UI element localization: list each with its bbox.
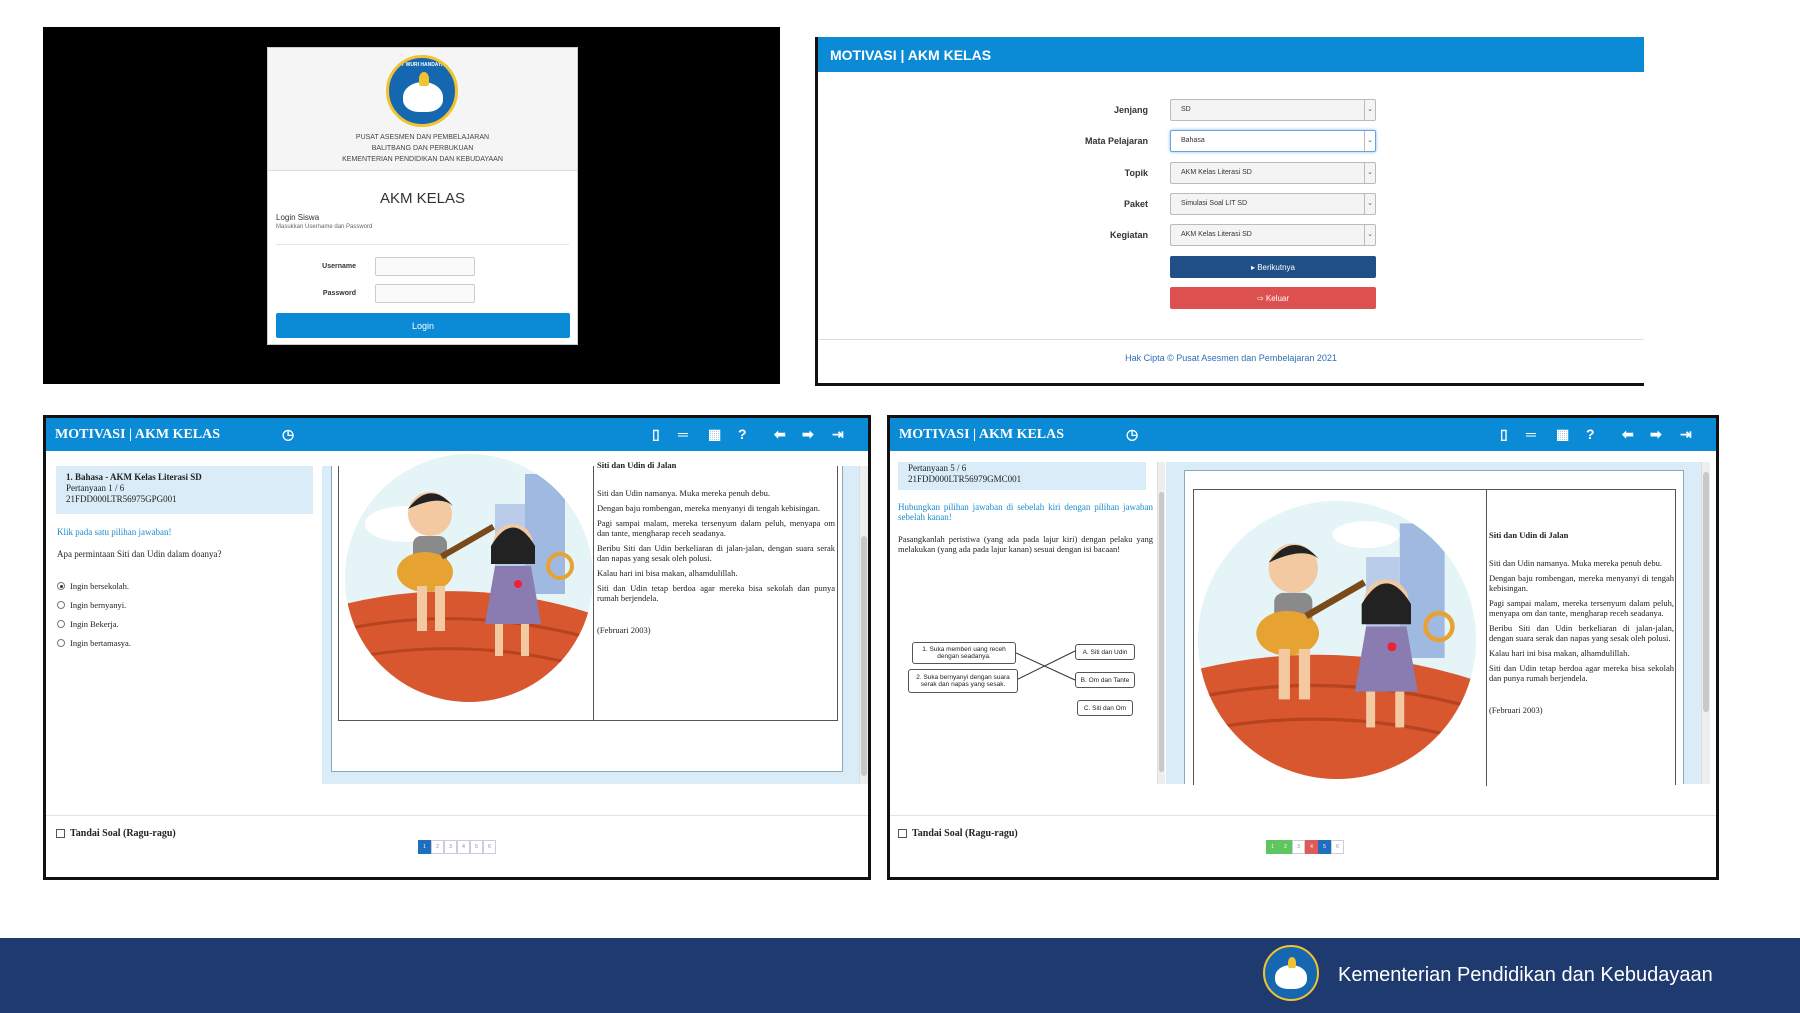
header-title: MOTIVASI | AKM KELAS — [830, 47, 992, 63]
topik-label: Topik — [1124, 168, 1148, 178]
arrow-left-icon[interactable]: ⬅ — [1622, 426, 1634, 442]
help-icon[interactable]: ? — [738, 426, 747, 442]
reading-pane — [1166, 462, 1701, 784]
page-button-1[interactable]: 1 — [1266, 840, 1279, 854]
timer-icon[interactable]: ◷ — [1126, 426, 1139, 442]
question-info — [56, 466, 313, 514]
next-button[interactable]: ▸ Berikutnya — [1170, 256, 1376, 278]
story-line: Beribu Siti dan Udin berkeliaran di jalan-jalan, dengan suara serak dan napas yang sesak oleh polusi. — [1489, 623, 1674, 643]
institution-line-2: BALITBANG DAN PERBUKUAN — [371, 145, 474, 152]
paket-label: Paket — [1123, 199, 1148, 209]
question-info — [898, 462, 1146, 490]
calculator-icon[interactable]: ▦ — [1556, 426, 1570, 442]
story-line: Siti dan Udin namanya. Muka mereka penuh debu. — [1489, 558, 1663, 568]
institution-line-3: KEMENTERIAN PENDIDIKAN DAN KEBUDAYAAN — [342, 156, 503, 163]
login-card — [267, 47, 578, 345]
exam-header-bar — [890, 418, 1716, 451]
question-number: Pertanyaan 1 / 6 — [66, 483, 125, 493]
chevron-down-icon: ⌄ — [1364, 131, 1375, 151]
question-pager — [1266, 840, 1344, 854]
story-table — [338, 460, 838, 721]
children-singing-illustration — [345, 454, 593, 702]
font-size-icon[interactable]: ▯ — [652, 426, 660, 442]
reading-frame — [1184, 470, 1684, 784]
mata-pelajaran-label: Mata Pelajaran — [1084, 136, 1148, 146]
story-line: Siti dan Udin namanya. Muka mereka penuh debu. — [597, 488, 771, 498]
reading-scrollbar[interactable] — [859, 466, 868, 784]
story-date: (Februari 2003) — [597, 625, 651, 635]
username-input[interactable] — [375, 257, 475, 276]
login-button[interactable]: Login — [276, 313, 570, 338]
question-number: Pertanyaan 5 / 6 — [908, 463, 967, 473]
logout-icon[interactable]: ⇥ — [1680, 426, 1692, 442]
story-line: Kalau hari ini bisa makan, alhamdulillah. — [597, 568, 738, 578]
story-line: Dengan baju rombengan, mereka menyanyi di tengah kebisingan. — [597, 503, 821, 513]
arrow-right-icon[interactable]: ➡ — [802, 426, 814, 442]
page-button-3[interactable]: 3 — [444, 840, 457, 854]
kegiatan-select[interactable]: AKM Kelas Literasi SD ⌄ — [1170, 224, 1376, 246]
copyright-text: Hak Cipta © Pusat Asesmen dan Pembelajaran 2021 — [1125, 353, 1337, 363]
exam-title: MOTIVASI | AKM KELAS — [55, 427, 221, 442]
page-button-3[interactable]: 3 — [1292, 840, 1305, 854]
checkbox-icon — [898, 829, 907, 838]
question-pager — [418, 840, 496, 854]
story-text — [1489, 530, 1674, 720]
story-line: Kalau hari ini bisa makan, alhamdulillah. — [1489, 648, 1630, 658]
page-button-5[interactable]: 5 — [1318, 840, 1331, 854]
question-code: 21FDD000LTR56979GMC001 — [908, 474, 1022, 484]
login-header — [268, 48, 577, 171]
question-scrollbar[interactable] — [1157, 462, 1165, 784]
calculator-icon[interactable]: ▦ — [708, 426, 722, 442]
divider — [276, 244, 569, 245]
story-line: Siti dan Udin tetap berdoa agar mereka bisa sekolah dan punya rumah berjendela. — [597, 583, 835, 603]
page-button-4[interactable]: 4 — [457, 840, 470, 854]
exam-screenshot-multiple-choice — [43, 415, 871, 880]
radio-selected-icon — [57, 582, 65, 590]
line-icon[interactable]: ═ — [678, 426, 688, 442]
username-label: Username — [322, 263, 356, 270]
app-title: AKM KELAS — [379, 190, 466, 207]
story-title: Siti dan Udin di Jalan — [1489, 530, 1569, 540]
ministry-name: Kementerian Pendidikan dan Kebudayaan — [1338, 964, 1713, 986]
page-button-1[interactable]: 1 — [418, 840, 431, 854]
kegiatan-label: Kegiatan — [1109, 230, 1148, 240]
logout-icon[interactable]: ⇥ — [832, 426, 844, 442]
story-title: Siti dan Udin di Jalan — [597, 460, 677, 470]
tut-wuri-logo-icon: TUT WURI HANDAYANI — [386, 55, 458, 127]
radio-icon — [57, 601, 65, 609]
question-header: 1. Bahasa - AKM Kelas Literasi SD — [66, 472, 202, 482]
flag-question-checkbox[interactable]: Tandai Soal (Ragu-ragu) — [898, 828, 1018, 839]
chevron-down-icon: ⌄ — [1364, 100, 1375, 120]
story-line: Siti dan Udin tetap berdoa agar mereka bisa sekolah dan punya rumah berjendela. — [1489, 663, 1674, 683]
exit-button[interactable]: ⇨ Keluar — [1170, 287, 1376, 309]
login-subtitle: Login Siswa — [276, 213, 320, 222]
reading-frame — [331, 460, 843, 772]
arrow-right-icon[interactable]: ➡ — [1650, 426, 1662, 442]
question-text: Apa permintaan Siti dan Udin dalam doanya? — [57, 549, 222, 559]
mata-pelajaran-select[interactable]: Bahasa ⌄ — [1170, 130, 1376, 152]
matching-right-item-c[interactable]: C. Siti dan Om — [1077, 700, 1133, 716]
page-button-2[interactable]: 2 — [431, 840, 444, 854]
chevron-down-icon: ⌄ — [1364, 163, 1375, 183]
page-button-6[interactable]: 6 — [1331, 840, 1344, 854]
page-button-2[interactable]: 2 — [1279, 840, 1292, 854]
password-input[interactable] — [375, 284, 475, 303]
password-label: Password — [322, 290, 356, 297]
tut-wuri-logo-icon — [1263, 945, 1319, 1001]
option-d[interactable]: Ingin bertamasya. — [57, 638, 131, 648]
login-screenshot — [43, 27, 780, 384]
topik-select[interactable]: AKM Kelas Literasi SD ⌄ — [1170, 162, 1376, 184]
question-code: 21FDD000LTR56975GPG001 — [66, 494, 177, 504]
exam-title: MOTIVASI | AKM KELAS — [899, 427, 1065, 442]
children-singing-illustration — [1198, 501, 1476, 779]
institution-line-1: PUSAT ASESMEN DAN PEMBELAJARAN — [355, 134, 490, 141]
question-text: Pasangkanlah peristiwa (yang ada pada lajur kiri) dengan pelaku yang melakukan (yang ada pada lajur kanan) sesuai dengan isi bacaan! — [898, 534, 1153, 554]
login-hint: Masukkan Username dan Password — [276, 224, 373, 230]
timer-icon[interactable]: ◷ — [282, 426, 295, 442]
font-size-icon[interactable]: ▯ — [1500, 426, 1508, 442]
footer-bar — [0, 938, 1800, 1013]
arrow-left-icon[interactable]: ⬅ — [774, 426, 786, 442]
chevron-down-icon: ⌄ — [1364, 225, 1375, 245]
matching-right-item-b[interactable]: B. Om dan Tante — [1075, 672, 1135, 688]
instruction-text: Klik pada satu pilihan jawaban! — [57, 527, 172, 537]
reading-pane — [322, 460, 859, 784]
story-line: Pagi sampai malam, mereka tersenyum dalam peluh, menyapa om dan tante, mengharap receh seadanya. — [597, 518, 835, 538]
chevron-down-icon: ⌄ — [1364, 194, 1375, 214]
page-button-6[interactable]: 6 — [483, 840, 496, 854]
story-line: Beribu Siti dan Udin berkeliaran di jalan-jalan, dengan suara serak dan napas yang sesak oleh polusi. — [597, 543, 835, 563]
radio-icon — [57, 620, 65, 628]
flag-question-checkbox[interactable]: Tandai Soal (Ragu-ragu) — [56, 828, 176, 839]
exam-header-bar — [46, 418, 868, 451]
option-a[interactable]: Ingin bersekolah. — [57, 581, 129, 591]
page-button-4[interactable]: 4 — [1305, 840, 1318, 854]
selection-screenshot — [815, 37, 1644, 386]
story-table — [1193, 489, 1676, 785]
reading-scrollbar[interactable] — [1701, 462, 1710, 784]
story-text — [597, 460, 835, 640]
jenjang-select[interactable]: SD ⌄ — [1170, 99, 1376, 121]
option-b[interactable]: Ingin bernyanyi. — [57, 600, 126, 610]
page-button-5[interactable]: 5 — [470, 840, 483, 854]
help-icon[interactable]: ? — [1586, 426, 1595, 442]
divider — [818, 339, 1644, 340]
option-c[interactable]: Ingin Bekerja. — [57, 619, 119, 629]
instruction-text: Hubungkan pilihan jawaban di sebelah kiri dengan pilihan jawaban sebelah kanan! — [898, 502, 1153, 522]
story-date: (Februari 2003) — [1489, 705, 1543, 715]
story-line: Dengan baju rombengan, mereka menyanyi di tengah kebisingan. — [1489, 573, 1674, 593]
radio-icon — [57, 639, 65, 647]
matching-right-item-a[interactable]: A. Siti dan Udin — [1075, 644, 1135, 660]
exam-screenshot-matching — [887, 415, 1719, 880]
matching-left-item-2[interactable]: 2. Suka bernyanyi dengan suara serak dan napas yang sesak. — [908, 669, 1018, 693]
paket-select[interactable]: Simulasi Soal LIT SD ⌄ — [1170, 193, 1376, 215]
story-line: Pagi sampai malam, mereka tersenyum dalam peluh, menyapa om dan tante, mengharap receh seadanya. — [1489, 598, 1674, 618]
jenjang-label: Jenjang — [1113, 105, 1148, 115]
checkbox-icon — [56, 829, 65, 838]
matching-left-item-1[interactable]: 1. Suka memberi uang receh dengan seadanya. — [912, 642, 1016, 664]
line-icon[interactable]: ═ — [1526, 426, 1536, 442]
header-bar — [818, 37, 1644, 72]
